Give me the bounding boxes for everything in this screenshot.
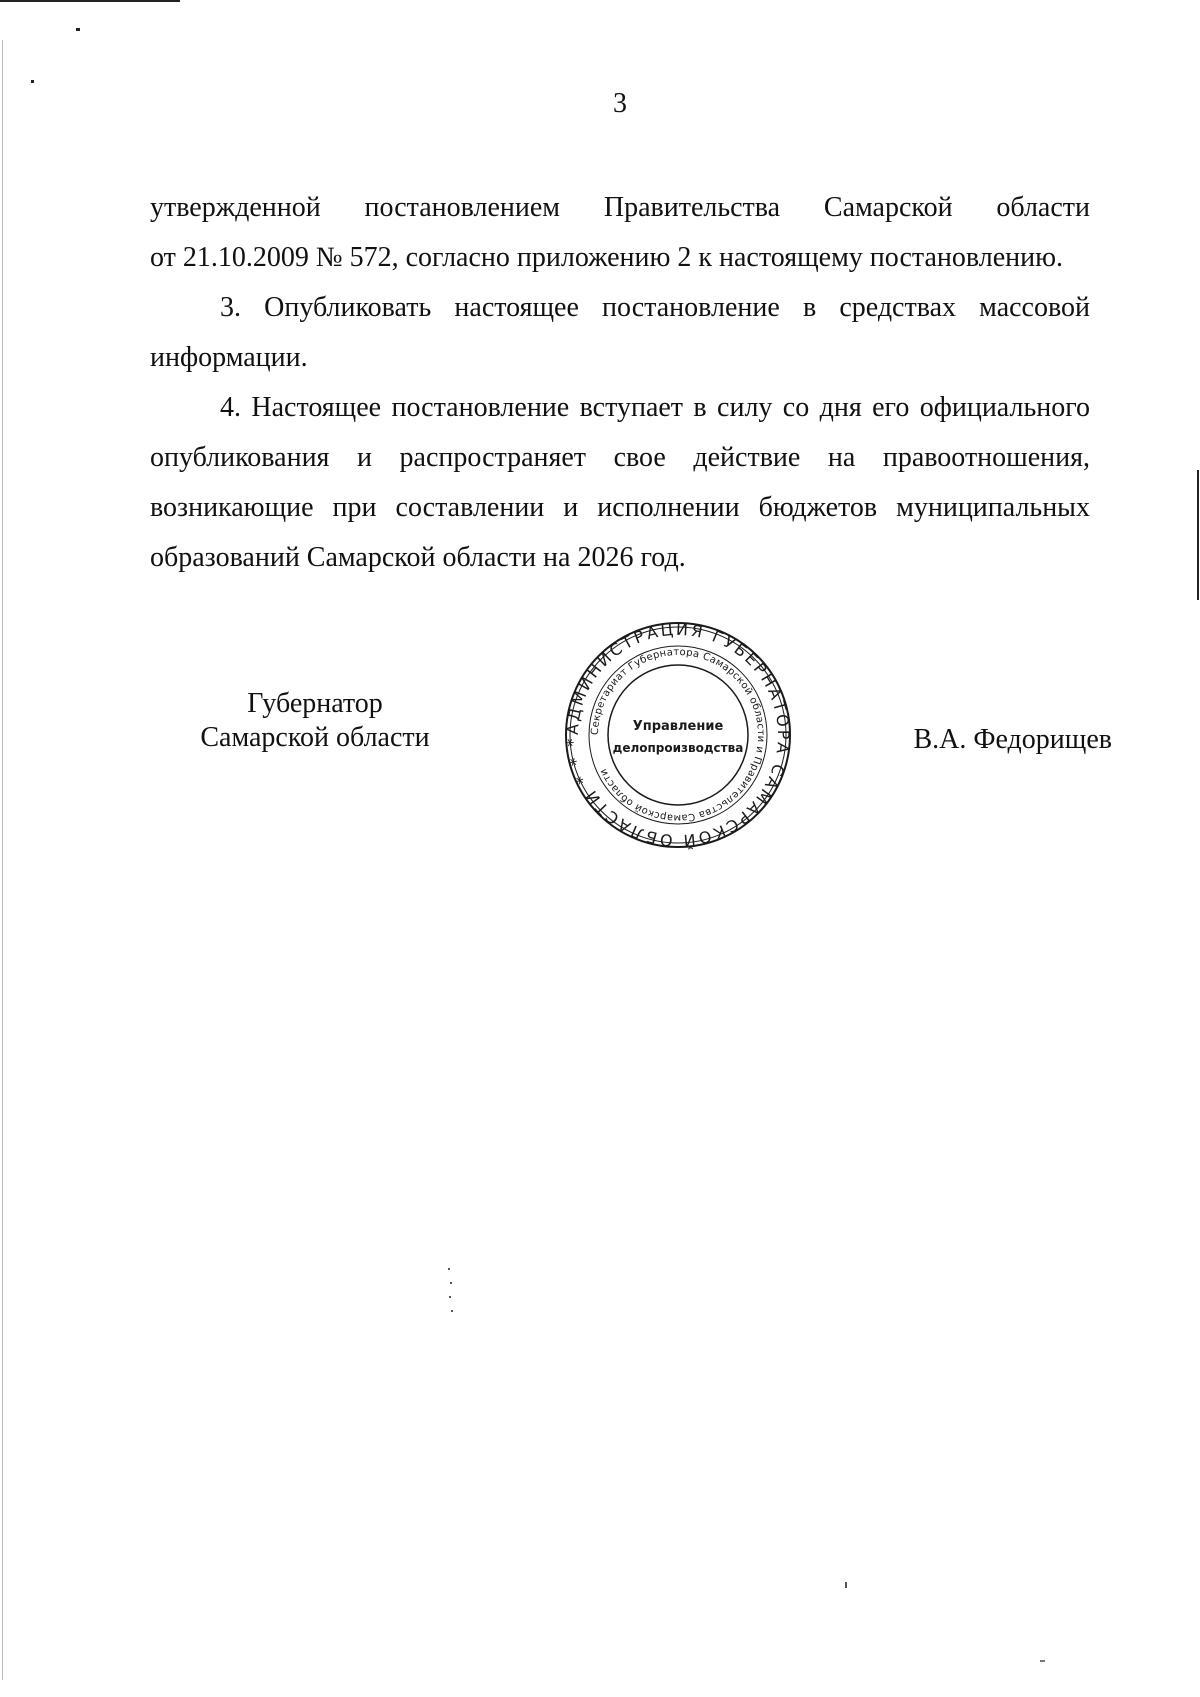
signatory-position-line1: Губернатор bbox=[247, 688, 383, 719]
signatory-name: В.А. Федорищев bbox=[913, 724, 1112, 755]
paragraph-continuation-line1: утвержденной постановлением Правительства Самарской области bbox=[150, 192, 1090, 223]
page-number: 3 bbox=[613, 88, 627, 119]
scan-speck bbox=[76, 28, 80, 31]
stamp-inner-ring bbox=[608, 665, 748, 805]
stamp-inner-text: Секретариат Губернатора Самарской области и Правительства Самарской области bbox=[589, 646, 767, 824]
scan-speck bbox=[451, 1310, 453, 1312]
scan-speck bbox=[449, 1296, 451, 1298]
scan-edge-line-top bbox=[0, 0, 180, 2]
paragraph-3: 3. Опубликовать настоящее постановление в средствах массовой информации. bbox=[150, 292, 1090, 373]
stamp-center-line1: Управление bbox=[632, 719, 724, 734]
paragraph-continuation-line2: от 21.10.2009 № 572, согласно приложению 2 к настоящему постановлению. bbox=[150, 242, 1064, 273]
scan-edge-line-right bbox=[1197, 470, 1199, 600]
scan-edge-line-left bbox=[2, 40, 3, 1680]
scan-speck bbox=[450, 1282, 452, 1284]
stamp-outer-text: АДМИНИСТРАЦИЯ ГУБЕРНАТОРА САМАРСКОЙ ОБЛАСТИ * * * bbox=[563, 620, 793, 850]
stamp-middle-ring bbox=[589, 646, 767, 824]
paragraph-4: 4. Настоящее постановление вступает в силу со дня его официального опубликования и распространяет свое действие на правоотношения, возникающие при составлении и исполнении бюджетов муниципальных образований Самарской области на 2026 год. bbox=[150, 392, 1090, 573]
official-seal-stamp bbox=[563, 620, 793, 850]
scan-speck bbox=[1040, 1660, 1045, 1662]
signatory-position bbox=[170, 687, 460, 755]
scan-speck bbox=[448, 1268, 450, 1270]
stamp-center-line2: делопроизводства bbox=[612, 741, 744, 755]
scan-speck bbox=[845, 1582, 847, 1588]
document-body bbox=[150, 183, 1090, 583]
signatory-position-line2: Самарской области bbox=[200, 722, 430, 753]
scan-speck bbox=[31, 80, 34, 83]
